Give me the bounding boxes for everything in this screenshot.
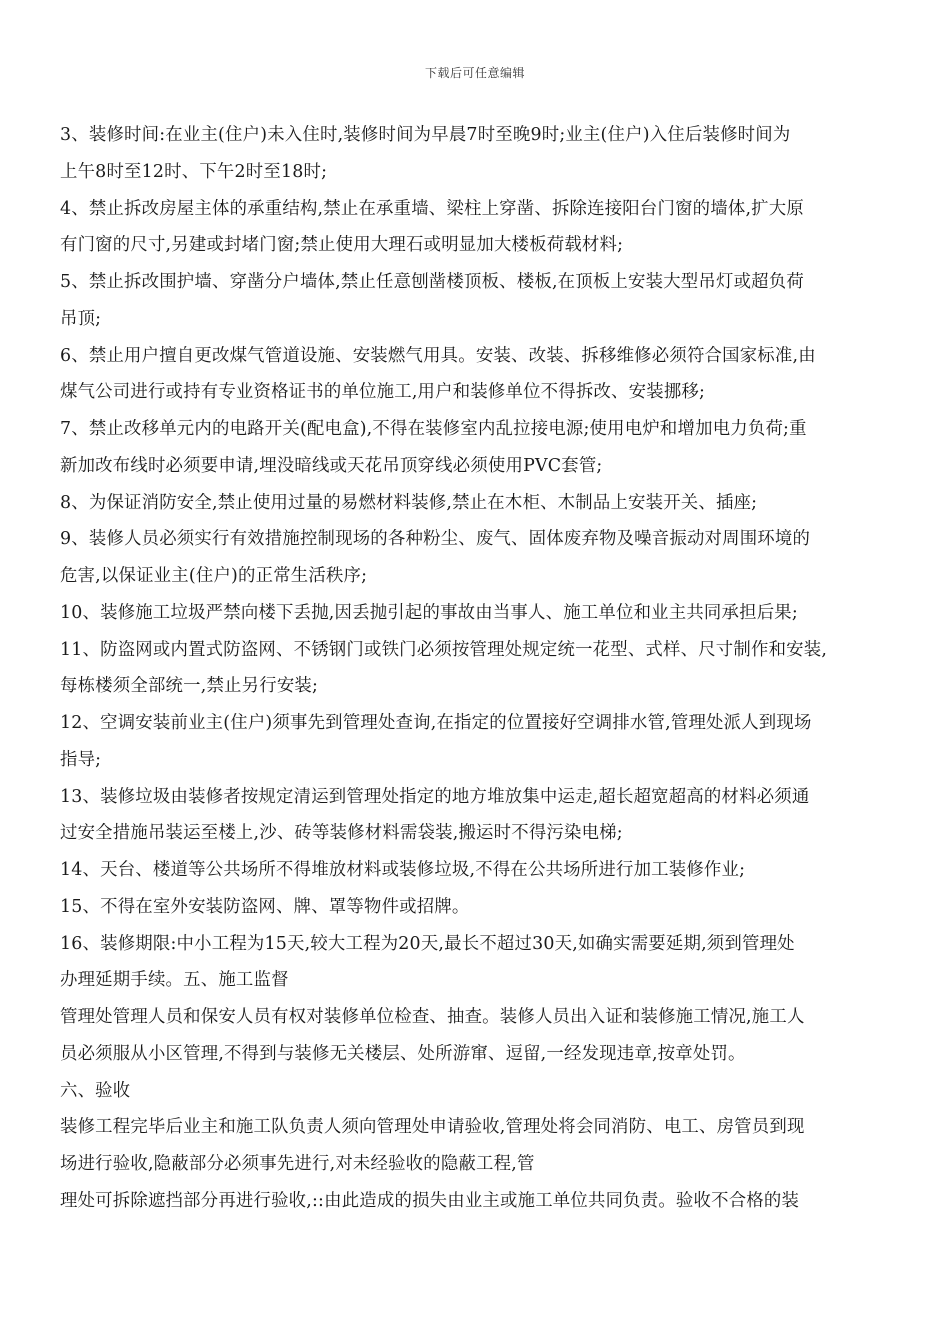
text-line: 13、装修垃圾由装修者按规定清运到管理处指定的地方堆放集中运走,超长超宽超高的材料必须通 <box>60 786 810 807</box>
text-line: 12、空调安装前业主(住户)须事先到管理处查询,在指定的位置接好空调排水管,管理处派人到现场 <box>60 713 812 733</box>
text-line: 14、天台、楼道等公共场所不得堆放材料或装修垃圾,不得在公共场所进行加工装修作业; <box>60 860 746 880</box>
text-line: 16、装修期限:中小工程为15天,较大工程为20天,最长不超过30天,如确实需要延期,须到管理处 <box>60 933 795 954</box>
text-line: 4、禁止拆改房屋主体的承重结构,禁止在承重墙、梁柱上穿凿、拆除连接阳台门窗的墙体,扩大原 <box>60 198 804 219</box>
page-header: 下载后可任意编辑 <box>424 66 525 80</box>
text-line: 理处可拆除遮挡部分再进行验收,::由此造成的损失由业主或施工单位共同负责。验收不合格的装 <box>60 1190 800 1211</box>
text-line: 装修工程完毕后业主和施工队负责人须向管理处申请验收,管理处将会同消防、电工、房管员到现 <box>60 1117 805 1138</box>
text-line: 吊顶; <box>60 308 102 329</box>
text-line: 10、装修施工垃圾严禁向楼下丢抛,因丢抛引起的事故由当事人、施工单位和业主共同承担后果; <box>60 602 798 623</box>
text-line: 9、装修人员必须实行有效措施控制现场的各种粉尘、废气、固体废弃物及噪音振动对周围环境的 <box>60 529 811 550</box>
text-line: 7、禁止改移单元内的电路开关(配电盒),不得在装修室内乱拉接电源;使用电炉和增加电力负荷;重 <box>60 419 807 439</box>
section-heading: 六、验收 <box>60 1080 131 1101</box>
text-line: 办理延期手续。五、施工监督 <box>60 970 289 991</box>
text-line: 过安全措施吊装运至楼上,沙、砖等装修材料需袋装,搬运时不得污染电梯; <box>60 823 623 844</box>
text-line: 5、禁止拆改围护墙、穿凿分户墙体,禁止任意刨凿楼顶板、楼板,在顶板上安装大型吊灯或超负荷 <box>60 272 804 292</box>
text-line: 每栋楼须全部统一,禁止另行安装; <box>60 676 319 697</box>
text-line: 危害,以保证业主(住户)的正常生活秩序; <box>60 566 368 586</box>
text-line: 6、禁止用户擅自更改煤气管道设施、安装燃气用具。安装、改装、拆移维修必须符合国家标准,由 <box>60 345 816 366</box>
text-line: 11、防盗网或内置式防盗网、不锈钢门或铁门必须按管理处规定统一花型、式样、尺寸制作和安装, <box>60 639 828 660</box>
text-line: 15、不得在室外安装防盗网、牌、罩等物件或招牌。 <box>60 896 470 917</box>
text-line: 8、为保证消防安全,禁止使用过量的易燃材料装修,禁止在木柜、木制品上安装开关、插座; <box>60 492 758 513</box>
text-line: 新加改布线时必须要申请,埋没暗线或天花吊顶穿线必须使用PVC套管; <box>60 455 603 476</box>
text-line: 场进行验收,隐蔽部分必须事先进行,对未经验收的隐蔽工程,管 <box>60 1154 535 1174</box>
text-line: 指导; <box>60 749 102 770</box>
text-line: 上午8时至12时、下午2时至18时; <box>60 161 328 182</box>
text-line: 3、装修时间:在业主(住户)未入住时,装修时间为早晨7时至晚9时;业主(住户)入住后装修时间为 <box>60 125 791 145</box>
text-line: 管理处管理人员和保安人员有权对装修单位检查、抽查。装修人员出入证和装修施工情况,施工人 <box>60 1007 805 1027</box>
text-line: 煤气公司进行或持有专业资格证书的单位施工,用户和装修单位不得拆改、安装挪移; <box>60 382 706 403</box>
text-line: 员必须服从小区管理,不得到与装修无关楼层、处所游窜、逗留,一经发现违章,按章处罚。 <box>60 1043 746 1064</box>
text-line: 有门窗的尺寸,另建或封堵门窗;禁止使用大理石或明显加大楼板荷载材料; <box>60 235 624 256</box>
document-body <box>60 117 892 1220</box>
